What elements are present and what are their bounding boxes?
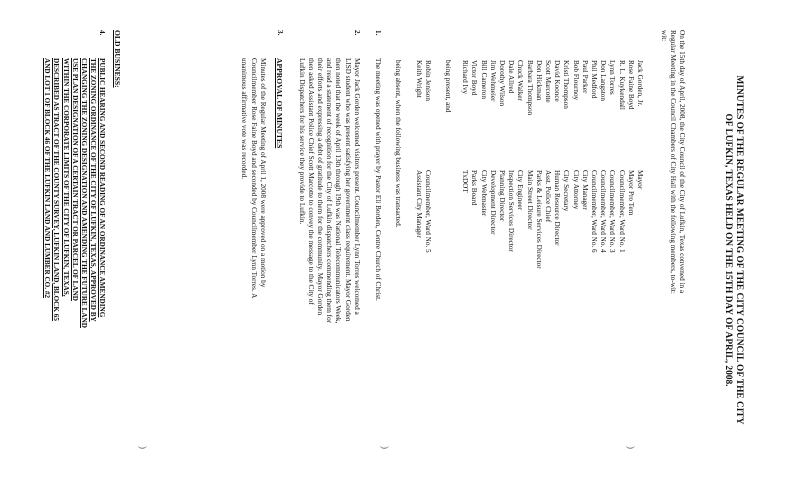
attendees-title: Councilmember, Ward No. 4 (599, 170, 608, 253)
attendees-name: Bill Cameron (479, 60, 488, 99)
intro-line-3: wit: (659, 30, 668, 42)
agenda-item-line: The meeting was opened with prayer by Pastor Eli Borden, Centre Church of Christ. (374, 58, 382, 301)
attendees-row (635, 60, 644, 269)
attendees-row (552, 60, 561, 269)
agenda-items (227, 30, 382, 323)
attendees-title: City Engineer (516, 170, 525, 211)
attendees-title: TxDOT (461, 170, 470, 193)
attendees-row (478, 60, 487, 269)
attendees-title: Human Resource Director (553, 170, 562, 246)
agenda-item-line: unanimous affirmative vote was recorded. (240, 58, 249, 180)
agenda-item (296, 30, 360, 323)
attendees-row (616, 60, 625, 269)
agenda-item-heading: APPROVAL OF MINUTES (275, 58, 285, 149)
agenda-item (239, 30, 284, 323)
old-business-number: 4. (98, 30, 107, 36)
attendees-title: Planning Director (497, 170, 506, 222)
absent-name: Keith Wright (414, 60, 423, 98)
attendees-row (524, 60, 533, 269)
attendees-name: David Koonce (553, 60, 562, 102)
agenda-item-body (296, 58, 360, 323)
attendees-title: Mayor Pro Tem (626, 170, 635, 216)
attendees-title: Inspection Services Director (507, 170, 516, 252)
absent-row (414, 60, 423, 253)
attendees-title: Parks Board (470, 170, 479, 206)
absent-row (423, 60, 432, 253)
agenda-item-line: Mayor Jack Gorden welcomed visitors present. Councilmember Lynn Torres welcomed a (352, 58, 361, 315)
attendees-name: Don Langston (599, 60, 608, 101)
page-mark-right: ) (138, 446, 148, 449)
attendees-title: Mayor (636, 170, 644, 190)
header-line-1: MINUTES OF THE REGULAR MEETING OF THE CITY COUNCIL OF THE CITY (734, 75, 744, 425)
absent-list (414, 60, 432, 253)
attendees-name: Chuck Walker (516, 60, 525, 102)
attendees-name: Scott Marcotte (543, 60, 552, 103)
agenda-item-line: then asked Assistant Police Chief Scott Marcotte to convey the message to the City of (306, 58, 315, 305)
old-business-line: WITHIN THE CORPORATE LIMITS OF THE CITY OF LUFKIN, TEXAS, (61, 58, 70, 297)
attendees-row (607, 60, 616, 269)
intro-paragraph (658, 30, 686, 294)
attendees-name: Rose Faine Boyd (626, 60, 635, 110)
attendees-row (469, 60, 478, 269)
attendees-title: City Webmaster (479, 170, 488, 217)
attendees-title: Main Street Director (525, 170, 534, 230)
attendees-name: Bob Flournoy (571, 60, 580, 101)
absent-name: Robin Jenison (424, 60, 432, 101)
attendees-title: Councilmember, Ward No. 6 (589, 170, 598, 253)
absent-label: being present, and (444, 60, 452, 113)
attendees-title: City Manager (580, 170, 589, 210)
attendees-row (488, 60, 497, 269)
old-business-line: CHANGING THE ZONING DESIGNATION AND AMENDING THE FUTURE LAND (80, 58, 88, 328)
attendees-row (460, 60, 469, 269)
attendees-title: Parks & Leisure Services Director (534, 170, 543, 269)
agenda-item-line: and read a statement of recognition for the City of Lufkin dispatchers commending them for (325, 58, 334, 324)
attendees-name: Lynn Torres (608, 60, 617, 95)
attendees-row (534, 60, 543, 269)
attendees-name: Richard Ivy (461, 60, 470, 95)
attendees-row (506, 60, 515, 269)
page-mark-middle: ) (380, 446, 390, 449)
absent-title: Councilmember, Ward No. 5 (424, 170, 432, 253)
old-business-line: THE ZONING ORDINANCE OF THE CITY OF LUFKIN, TEXAS, APPROVED BY (89, 58, 98, 322)
absent-close: being absent, when the following business was transacted. (394, 60, 402, 228)
agenda-item-line: LISD student who was present satisfying her government class requirement. Mayor Gorden (343, 58, 352, 322)
header-line-2: OF LUFKIN, TEXAS HELD ON THE 15TH DAY OF APRIL, 2008. (723, 113, 733, 387)
attendees-name: Dorothy Wilson (497, 60, 506, 107)
agenda-item (373, 30, 382, 323)
attendees-title: City Secretary (562, 170, 571, 212)
agenda-item-number: 3. (276, 30, 285, 36)
attendees-title: Councilmember, Ward No. 1 (617, 170, 626, 253)
attendees-name: Barbara Thompson (525, 60, 534, 116)
intro-line-1: On the 15th day of April, 2008, the City Council of the City of Lufkin, Texas convened in a (678, 30, 686, 294)
minutes-header (722, 40, 744, 460)
attendees-title: City Attorney (571, 170, 580, 210)
old-business-line: DESCRIBED AS TRACT OF THE COUNTY SURVEY, LUFKIN LAND, BLOCK 65 (52, 58, 61, 321)
attendees-row (543, 60, 552, 269)
intro-line-2: Regular Meeting in the Council Chambers of City Hall with the following members, to-wit: (668, 30, 677, 294)
old-business-line: PUBLIC HEARING AND SECOND READING OF AN ORDINANCE AMENDING (98, 58, 107, 318)
attendees-row (589, 60, 598, 269)
attendees-row (497, 60, 506, 269)
agenda-item-body (373, 58, 382, 301)
attendees-name: Victor Boyd (470, 60, 479, 96)
agenda-item-line: Councilmember Rose Faine Boyd and seconded by Councilmember Lynn Torres. A (249, 58, 258, 299)
old-business-heading: OLD BUSINESS: (113, 30, 122, 88)
old-business-line: AND LOT 1 OF BLOCK 46 OF THE LUFKIN LAND AND LUMBER CO. #2 (43, 58, 52, 299)
attendees-name: Dale Allred (507, 60, 516, 94)
attendees-name: Kristi Thompson (562, 60, 571, 109)
attendees-name: Paul Parker (580, 60, 589, 94)
attendee-list (460, 60, 644, 269)
attendees-name: Jim Wehmeier (488, 60, 497, 102)
agenda-item-line: Minutes of the Regular Meeting of April 1, 2008 were approved on a motion by (258, 58, 267, 288)
attendees-name: Don Hickman (534, 60, 543, 101)
agenda-item-number: 1. (374, 30, 382, 36)
agenda-item-number: 2. (352, 30, 361, 36)
attendees-title: Development Director (488, 170, 497, 235)
attendees-title: Asst. Police Chief (543, 170, 552, 223)
agenda-item-body (239, 58, 284, 298)
agenda-item-line: Lufkin Dispatchers for his service they provide to Lufkin. (297, 58, 306, 225)
attendees-name: Jack Gorden, Jr. (636, 60, 644, 107)
old-business-line: USE PLAN DESIGNATION OF A CERTAIN TRACT OR PARCEL OF LAND (70, 58, 79, 301)
attendees-name: R. L. Kuykendall (617, 60, 626, 110)
page-mark-left: ) (626, 446, 636, 449)
attendees-row (598, 60, 607, 269)
attendees-row (570, 60, 579, 269)
old-business-section (42, 30, 122, 328)
absent-title: Assistant City Manager (414, 170, 423, 238)
attendees-title: Councilmember, Ward No. 3 (608, 170, 617, 253)
attendees-row (561, 60, 570, 269)
agenda-item-line: their efforts and expressing a debt of gratitude to them for the community. Mayor Gorden (315, 58, 324, 316)
attendees-name: Phil Medford (589, 60, 598, 99)
attendees-row (515, 60, 524, 269)
agenda-item-line: then noted that the week of April 13th through 19th was National Telecommunicators Week, (334, 58, 343, 324)
attendees-row (626, 60, 635, 269)
attendees-row (580, 60, 589, 269)
